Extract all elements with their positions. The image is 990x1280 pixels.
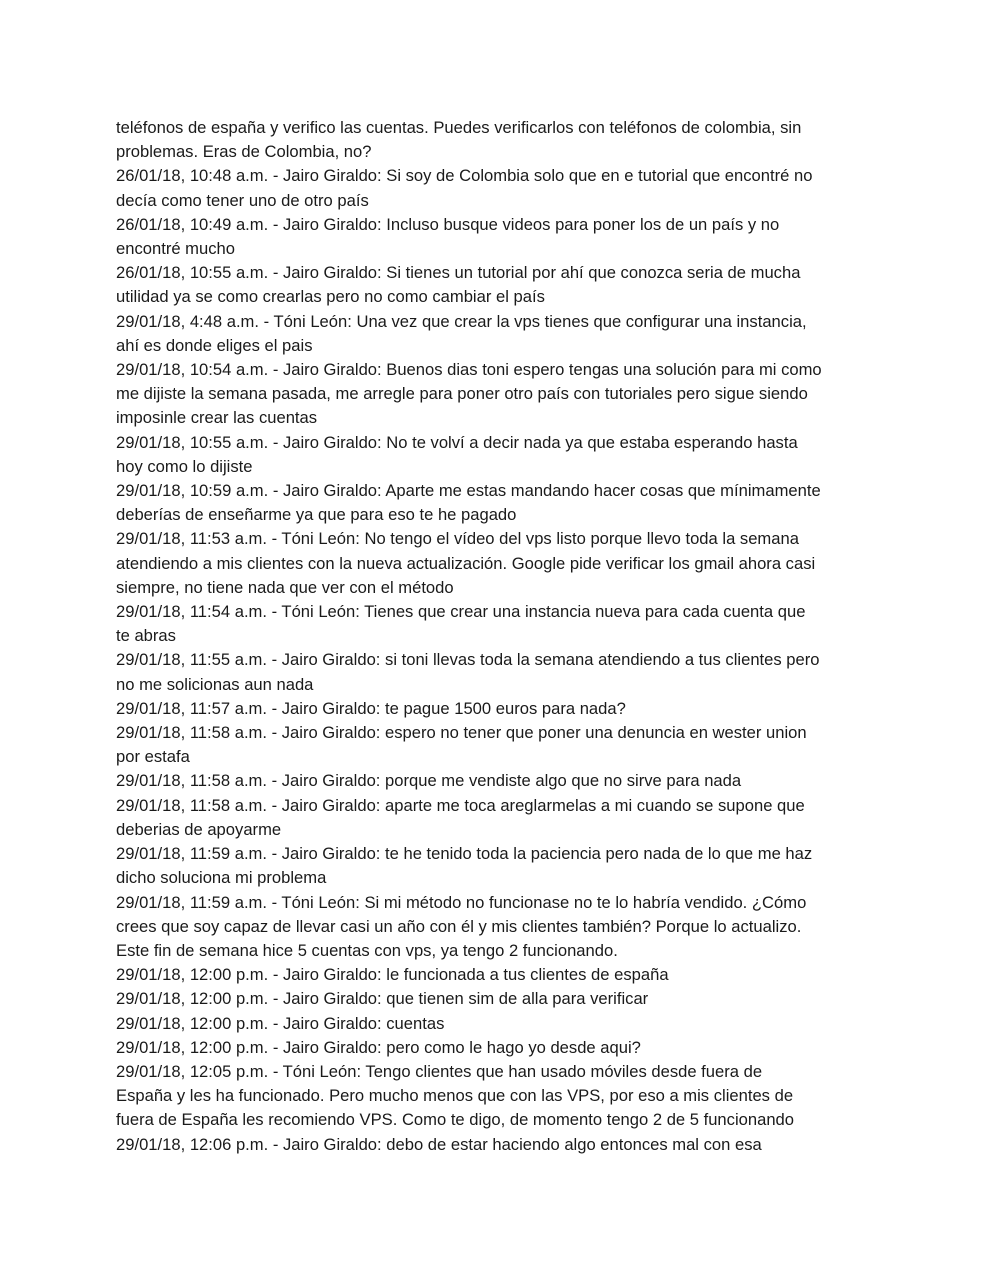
transcript-line: Este fin de semana hice 5 cuentas con vps, ya tengo 2 funcionando. [116,940,618,960]
transcript-line: 29/01/18, 4:48 a.m. - Tóni León: Una vez que crear la vps tienes que configurar una instancia, [116,311,807,331]
transcript-line: 29/01/18, 10:54 a.m. - Jairo Giraldo: Buenos dias toni espero tengas una solución para mi como [116,360,822,380]
transcript-line: 26/01/18, 10:49 a.m. - Jairo Giraldo: Incluso busque videos para poner los de un país y no [116,214,780,234]
transcript-line: 29/01/18, 11:53 a.m. - Tóni León: No tengo el vídeo del vps listo porque llevo toda la semana [116,529,799,549]
transcript-line: España y les ha funcionado. Pero mucho menos que con las VPS, por eso a mis clientes de [116,1086,794,1106]
transcript-line: 29/01/18, 11:58 a.m. - Jairo Giraldo: espero no tener que poner una denuncia en wester union [116,723,807,743]
transcript-line: por estafa [116,747,190,767]
transcript-line: 29/01/18, 12:00 p.m. - Jairo Giraldo: que tienen sim de alla para verificar [116,989,649,1009]
transcript-line: no me solicionas aun nada [116,674,314,694]
transcript-line: 29/01/18, 11:58 a.m. - Jairo Giraldo: aparte me toca areglarmelas a mi cuando se supone que [116,795,805,815]
transcript-line: te abras [116,626,176,646]
transcript-line: imposinle crear las cuentas [116,408,318,428]
transcript-line: teléfonos de españa y verifico las cuentas. Puedes verificarlos con teléfonos de colombia, sin [116,118,802,137]
transcript-line: me dijiste la semana pasada, me arregle para poner otro país con tutoriales pero sigue siendo [116,384,808,404]
transcript-line: ahí es donde eliges el pais [116,335,313,355]
transcript-line: crees que soy capaz de llevar casi un año con él y mis clientes también? Porque lo actualizo. [116,916,802,936]
transcript-line: 29/01/18, 12:00 p.m. - Jairo Giraldo: le funcionada a tus clientes de españa [116,965,669,985]
transcript-line: decía como tener uno de otro país [116,190,369,210]
transcript-line: 29/01/18, 11:59 a.m. - Jairo Giraldo: te he tenido toda la paciencia pero nada de lo que me haz [116,844,813,864]
transcript-line: 29/01/18, 11:57 a.m. - Jairo Giraldo: te pague 1500 euros para nada? [116,698,626,718]
transcript-line: 29/01/18, 10:55 a.m. - Jairo Giraldo: No te volví a decir nada ya que estaba esperando hasta [116,432,798,452]
transcript-line: 29/01/18, 12:05 p.m. - Tóni León: Tengo clientes que han usado móviles desde fuera de [116,1061,763,1081]
transcript-line: siempre, no tiene nada que ver con el método [116,577,454,597]
transcript-line: 29/01/18, 12:06 p.m. - Jairo Giraldo: debo de estar haciendo algo entonces mal con esa [116,1134,762,1154]
transcript-line: atendiendo a mis clientes con la nueva actualización. Google pide verificar los gmail ahora casi [116,553,816,573]
transcript-line: deberias de apoyarme [116,819,282,839]
transcript-line: 29/01/18, 12:00 p.m. - Jairo Giraldo: cuentas [116,1013,445,1033]
transcript-line: 29/01/18, 11:54 a.m. - Tóni León: Tienes que crear una instancia nueva para cada cuenta que [116,602,806,622]
transcript-line: utilidad ya se como crearlas pero no como cambiar el país [116,287,545,307]
transcript-line: problemas. Eras de Colombia, no? [116,142,372,162]
transcript-line: 29/01/18, 11:59 a.m. - Tóni León: Si mi método no funcionase no te lo habría vendido. ¿Cómo [116,892,807,912]
transcript-line: 26/01/18, 10:55 a.m. - Jairo Giraldo: Si tienes un tutorial por ahí que conozca seria de mucha [116,263,801,283]
transcript-line: 26/01/18, 10:48 a.m. - Jairo Giraldo: Si soy de Colombia solo que en e tutorial que encontré no [116,166,813,186]
transcript-line: 29/01/18, 11:55 a.m. - Jairo Giraldo: si toni llevas toda la semana atendiendo a tus clientes pero [116,650,820,670]
chat-transcript [116,116,886,1157]
transcript-line: dicho soluciona mi problema [116,868,327,888]
transcript-line: 29/01/18, 12:00 p.m. - Jairo Giraldo: pero como le hago yo desde aqui? [116,1037,641,1057]
transcript-line: encontré mucho [116,239,235,259]
transcript-line: 29/01/18, 10:59 a.m. - Jairo Giraldo: Aparte me estas mandando hacer cosas que mínimamente [116,481,821,501]
transcript-line: 29/01/18, 11:58 a.m. - Jairo Giraldo: porque me vendiste algo que no sirve para nada [116,771,742,791]
transcript-line: hoy como lo dijiste [116,456,253,476]
transcript-line: fuera de España les recomiendo VPS. Como te digo, de momento tengo 2 de 5 funcionando [116,1110,795,1130]
transcript-line: deberías de enseñarme ya que para eso te he pagado [116,505,517,525]
